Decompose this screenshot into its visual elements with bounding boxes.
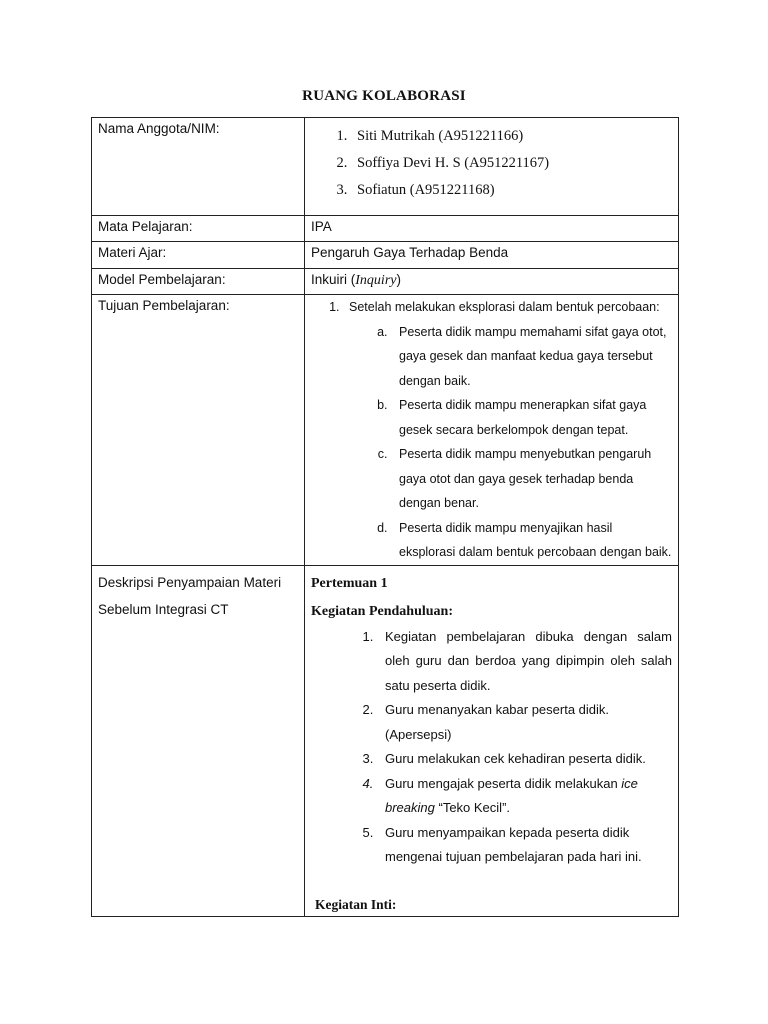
intro-step-item: 5. Guru menyampaikan kepada peserta didik mengenai tujuan pembelajaran pada hari ini. xyxy=(377,821,672,870)
document-title: RUANG KOLABORASI xyxy=(302,88,466,104)
material-value-text: Pengaruh Gaya Terhadap Benda xyxy=(311,245,509,260)
description-label-line2: Sebelum Integrasi CT xyxy=(98,601,229,617)
material-row xyxy=(92,242,679,269)
member-item: 3. Sofiatun (A951221168) xyxy=(351,177,672,204)
goals-label xyxy=(92,295,305,566)
members-cell xyxy=(305,118,679,216)
intro-step-item: 1. Kegiatan pembelajaran dibuka dengan salam oleh guru dan berdoa yang dipimpin oleh salah satu peserta didik. xyxy=(377,625,672,699)
subject-label-text: Mata Pelajaran: xyxy=(98,219,193,234)
intro-steps-list xyxy=(311,625,672,870)
goal-item: d. Peserta didik mampu menyajikan hasil eksplorasi dalam bentuk percobaan dengan baik. xyxy=(391,516,672,565)
step4-suffix: “Teko Kecil”. xyxy=(434,800,511,815)
goals-row xyxy=(92,295,679,566)
goals-list xyxy=(311,295,672,565)
model-label-text: Model Pembelajaran: xyxy=(98,272,226,287)
goals-cell xyxy=(305,295,679,566)
member-item: 1. Siti Mutrikah (A951221166) xyxy=(351,123,672,150)
step4-italic: ice breaking xyxy=(385,775,638,815)
subject-value xyxy=(305,216,679,242)
members-label xyxy=(92,118,305,216)
model-label xyxy=(92,269,305,295)
core-heading: Kegiatan Inti: xyxy=(315,896,397,912)
goals-sublist xyxy=(349,320,672,565)
model-italic: Inquiry xyxy=(355,273,397,288)
model-suffix: ) xyxy=(396,272,401,287)
goals-main-text: Setelah melakukan eksplorasi dalam bentuk percobaan: xyxy=(349,300,660,314)
model-row xyxy=(92,269,679,295)
intro-step-item: 2. Guru menanyakan kabar peserta didik. (Apersepsi) xyxy=(377,698,672,747)
subject-row xyxy=(92,216,679,242)
description-label-line1: Deskripsi Penyampaian Materi xyxy=(98,574,282,590)
meeting-heading: Pertemuan 1 xyxy=(311,575,388,591)
model-prefix: Inkuiri ( xyxy=(311,272,356,287)
description-cell xyxy=(305,565,679,916)
members-label-text: Nama Anggota/NIM: xyxy=(98,121,220,136)
members-list xyxy=(311,123,672,204)
intro-heading: Kegiatan Pendahuluan: xyxy=(311,603,453,619)
description-label xyxy=(92,565,305,916)
intro-step-item xyxy=(377,772,672,821)
description-row xyxy=(92,565,679,916)
goal-item: b. Peserta didik mampu menerapkan sifat gaya gesek secara berkelompok dengan tepat. xyxy=(391,393,672,442)
goal-item: c. Peserta didik mampu menyebutkan pengaruh gaya otot dan gaya gesek terhadap benda dengan benar. xyxy=(391,442,672,516)
goal-item: a. Peserta didik mampu memahami sifat gaya otot, gaya gesek dan manfaat kedua gaya tersebut dengan baik. xyxy=(391,320,672,394)
intro-step-item: 3. Guru melakukan cek kehadiran peserta didik. xyxy=(377,747,672,772)
material-value xyxy=(305,242,679,269)
step4-prefix: Guru mengajak peserta didik melakukan xyxy=(385,775,622,791)
model-value xyxy=(305,269,679,295)
subject-value-text: IPA xyxy=(311,219,332,234)
material-label xyxy=(92,242,305,269)
material-label-text: Materi Ajar: xyxy=(98,245,167,260)
collaboration-table xyxy=(91,117,679,917)
members-row xyxy=(92,118,679,216)
member-item: 2. Soffiya Devi H. S (A951221167) xyxy=(351,150,672,177)
goals-label-text: Tujuan Pembelajaran: xyxy=(98,298,230,313)
goals-main-item xyxy=(343,295,672,565)
subject-label xyxy=(92,216,305,242)
